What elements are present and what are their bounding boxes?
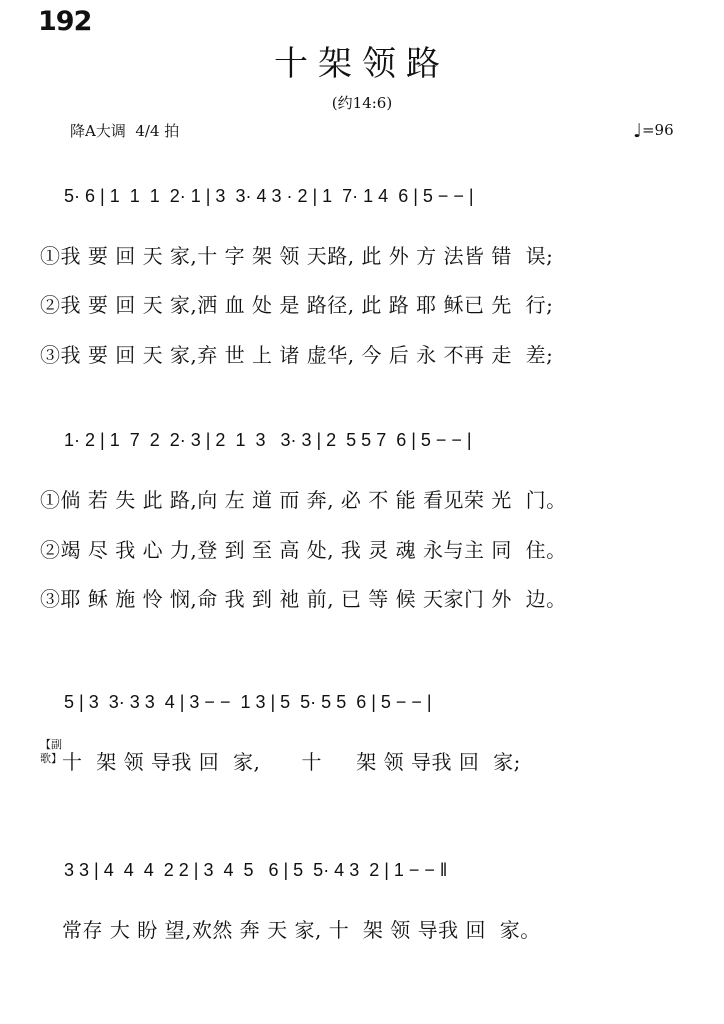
lyric-line-4-1: 常存 大 盼 望,欢然 奔 天 家, 十 架 领 导我 回 家。 xyxy=(62,918,541,942)
notation-line-4: 3 3 | 4 4 4 2 2 | 3 4 5 6 | 5 5· 4 3 2 | 1 − − ‖ xyxy=(64,860,448,880)
notation-line-1: 5· 6 | 1 1 1 2· 1 | 3 3· 4 3 · 2 | 1 7· 1 4 6 | 5 − − | xyxy=(64,186,474,206)
quarter-note-icon: ♩ xyxy=(633,120,642,142)
lyric-line-2-2: ②竭 尽 我 心 力,登 到 至 高 处, 我 灵 魂 永与主 同 住。 xyxy=(40,538,567,562)
lyric-line-1-3: ③我 要 回 天 家,弃 世 上 诸 虚华, 今 后 永 不再 走 差; xyxy=(40,343,554,367)
tempo-value: =96 xyxy=(641,121,674,139)
key-signature: 降A大调 4/4 拍 xyxy=(70,122,180,140)
chorus-label: 【副歌】 xyxy=(40,738,62,765)
hymn-title: 十架领路 xyxy=(274,44,450,84)
notation-line-2: 1· 2 | 1 7 2 2· 3 | 2 1 3 3· 3 | 2 5 5 7 6 | 5 − − | xyxy=(64,430,472,450)
hymn-number: 192 xyxy=(38,6,92,37)
scripture-reference: (约14:6) xyxy=(331,94,393,112)
lyric-line-1-2: ②我 要 回 天 家,洒 血 处 是 路径, 此 路 耶 稣已 先 行; xyxy=(40,293,554,317)
lyric-line-2-1: ①倘 若 失 此 路,向 左 道 而 奔, 必 不 能 看见荣 光 门。 xyxy=(40,488,567,512)
lyric-line-1-1: ①我 要 回 天 家,十 字 架 领 天路, 此 外 方 法皆 错 误; xyxy=(40,244,554,268)
notation-line-3: 5 | 3 3· 3 3 4 | 3 − − 1 3 | 5 5· 5 5 6 | 5 − − | xyxy=(64,692,432,712)
lyric-line-3-1: 十 架 领 导我 回 家, 十 架 领 导我 回 家; xyxy=(62,750,521,774)
lyric-line-2-3: ③耶 稣 施 怜 悯,命 我 到 祂 前, 已 等 候 天家门 外 边。 xyxy=(40,587,567,611)
tempo-marking xyxy=(633,120,674,142)
